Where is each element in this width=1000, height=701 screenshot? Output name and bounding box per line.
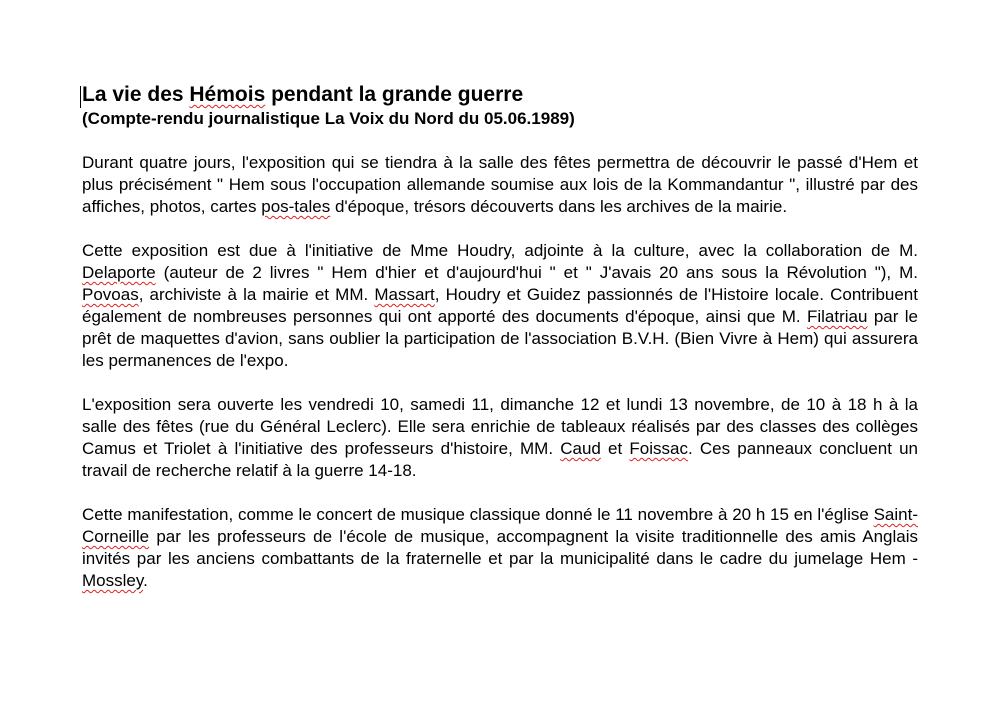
paragraph-text: et [600,439,630,458]
misspelled-word[interactable]: Mossley [82,571,144,590]
misspelled-word[interactable]: Foissac [629,439,688,458]
paragraph-text: Cette manifestation, comme le concert de musique classique donné le 11 novembre à 20 h 15 en l'église [82,505,874,524]
paragraph-1 [82,152,918,218]
paragraph-text: . Ces panneaux concluent un travail de recherche relatif à la guerre 14-18. [82,439,918,480]
paragraph-text: Durant quatre jours, l'exposition qui se tiendra à la salle des fêtes permettra de découvrir le passé d'Hem et plus précisément " Hem sous l'occupation allemande soumise aux lois de la Kommandantur ", illustré par des affiches, photos, cartes [82,153,918,216]
document-title [82,82,918,108]
misspelled-word[interactable]: Filatriau [806,307,868,326]
title-text: La vie des [82,83,190,106]
misspelled-word[interactable]: Povoas [82,285,139,304]
misspelled-word[interactable]: pos-tales [261,197,331,216]
paragraph-text: Cette exposition est due à l'initiative de Mme Houdry, adjointe à la culture, avec la collaboration de M. [82,241,918,260]
paragraph-3 [82,394,918,482]
misspelled-word[interactable]: Delaporte [82,263,156,282]
misspelled-word[interactable]: Massart [374,285,435,304]
paragraph-4 [82,504,918,592]
title-misspelled-word[interactable]: Hémois [189,83,266,106]
paragraph-2 [82,240,918,372]
paragraph-text: par le prêt de maquettes d'avion, sans oublier la participation de l'association B.V.H. (Bien Vivre à Hem) qui assurera les permanences de l'expo. [82,307,918,370]
misspelled-word[interactable]: Saint-Corneille [82,505,918,546]
paragraph-text: d'époque, trésors découverts dans les archives de la mairie. [330,197,788,216]
paragraph-text: , Houdry et Guidez passionnés de l'Histoire locale. Contribuent également de nombreuses personnes qui ont apporté des documents d'époque, ainsi que M. [82,285,918,326]
paragraph-text: (auteur de 2 livres " Hem d'hier et d'aujourd'hui " et " J'avais 20 ans sous la Révolution "), M. [155,263,918,282]
paragraph-text: , archiviste à la mairie et MM. [138,285,375,304]
paragraph-text: par les professeurs de l'école de musique, accompagnent la visite traditionnelle des amis Anglais invités par les anciens combattants de la fraternelle et par la municipalité dans le cadre du jumelage Hem - [82,527,918,568]
document-subtitle: (Compte-rendu journalistique La Voix du Nord du 05.06.1989) [82,109,575,128]
text-cursor [80,86,81,108]
paragraph-text: L'exposition sera ouverte les vendredi 10, samedi 11, dimanche 12 et lundi 13 novembre, de 10 à 18 h à la salle des fêtes (rue du Général Leclerc). Elle sera enrichie de tableaux réalisés par des classes des collèges Camus et Triolet à l'initiative des professeurs d'histoire, MM. [82,395,918,458]
document-page[interactable] [82,82,918,614]
title-text-end: pendant la grande guerre [265,83,524,106]
misspelled-word[interactable]: Caud [560,439,601,458]
paragraph-text: . [143,571,148,590]
